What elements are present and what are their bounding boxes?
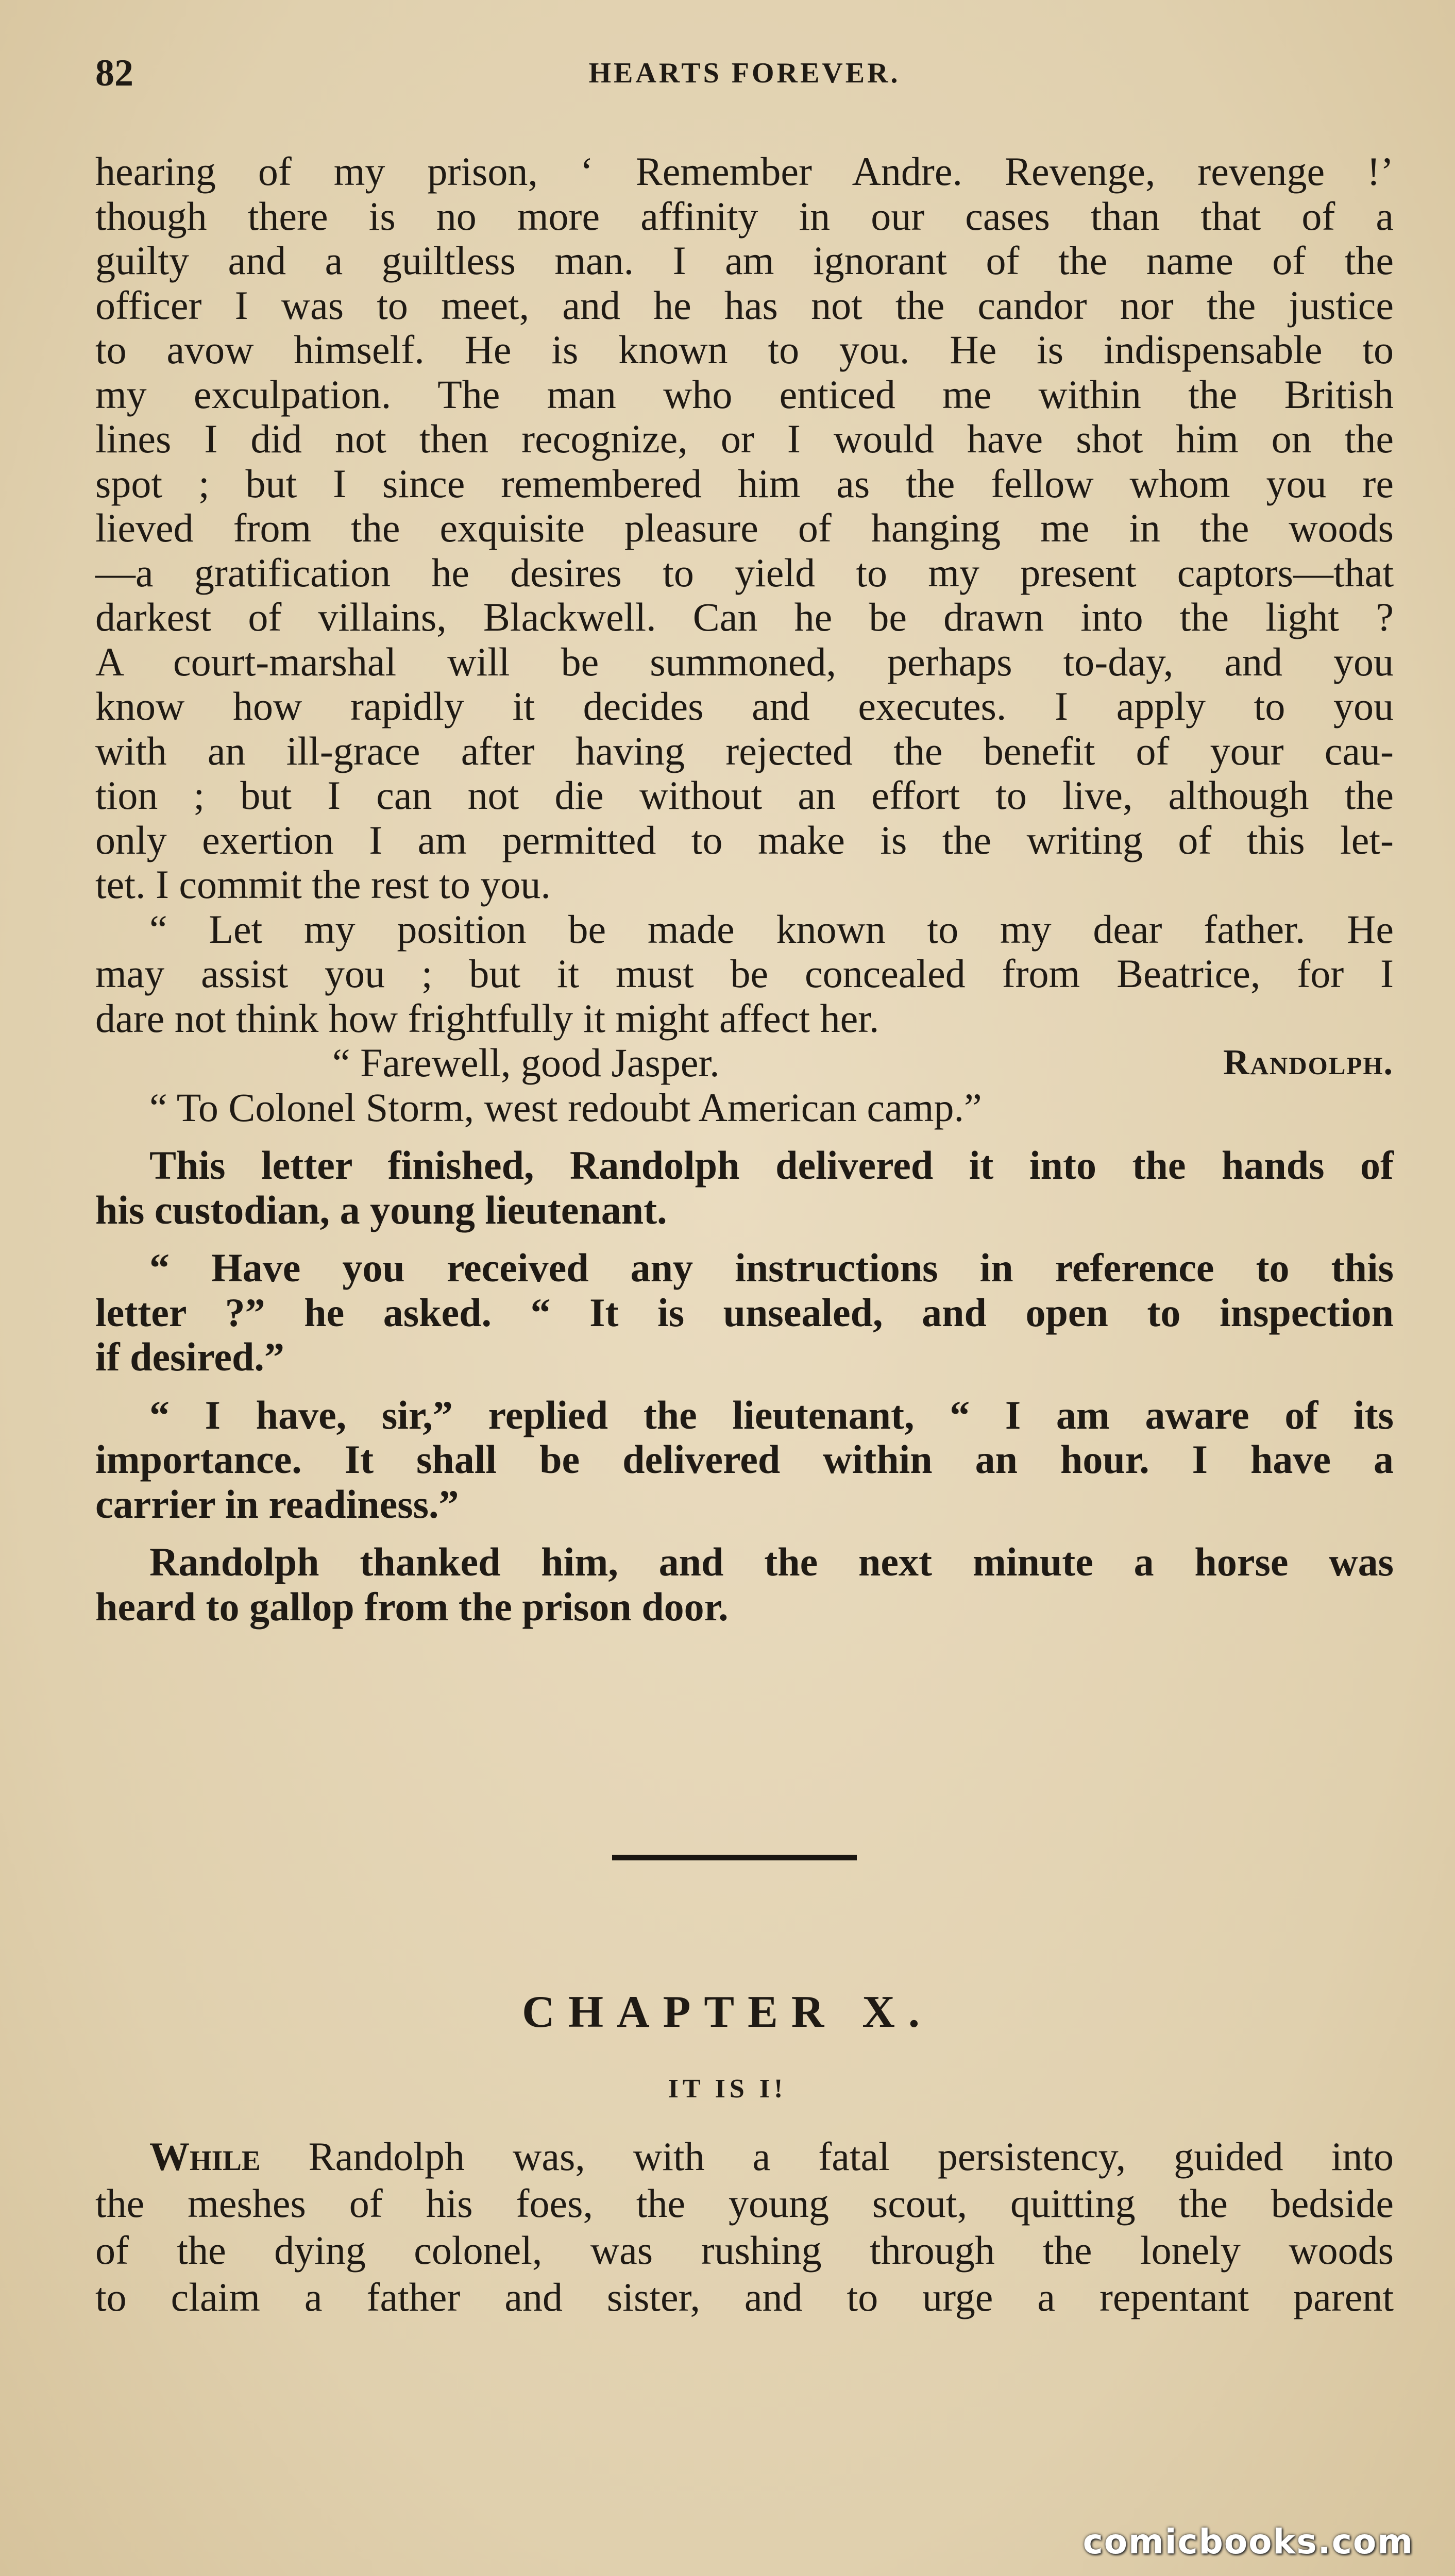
running-head: HEARTS FOREVER. (588, 57, 901, 89)
letter-line: A court-marshal will be summoned, perhaps to-day, and you (95, 639, 1394, 684)
letter-line: though there is no more affinity in our cases than that of a (95, 193, 1394, 239)
letter-line: my exculpation. The man who enticed me within the British (95, 371, 1394, 417)
letter-line: “ Let my position be made known to my dear father. He (149, 906, 1394, 952)
paragraph-reply (95, 1393, 1394, 1527)
paragraph-question (95, 1246, 1394, 1380)
chapter-line: the meshes of his foes, the young scout, quitting the bedside (95, 2181, 1394, 2226)
letter-line: lieved from the exquisite pleasure of hanging me in the woods (95, 505, 1394, 550)
text-line: letter ?” he asked. “ It is unsealed, and open to inspection (95, 1290, 1394, 1335)
text-line: This letter finished, Randolph delivered it into the hands of (149, 1143, 1394, 1188)
signature-line (95, 1041, 1394, 1086)
paragraph-gap (95, 1130, 1394, 1143)
paragraph-gap (95, 1232, 1394, 1246)
chapter-line: Randolph was, with a fatal persistency, guided into (260, 2134, 1394, 2179)
letter-line: only exertion I am permitted to make is the writing of this let- (95, 817, 1394, 862)
chapter-line: of the dying colonel, was rushing through the lonely woods (95, 2228, 1394, 2273)
paragraph-thanked (95, 1540, 1394, 1629)
letter-line: dare not think how frightfully it might affect her. (95, 995, 879, 1041)
section-divider (612, 1855, 857, 1860)
signature-closing: “ Farewell, good Jasper. (332, 1040, 720, 1085)
text-line: importance. It shall be delivered within an hour. I have a (95, 1437, 1394, 1482)
letter-line: tet. I commit the rest to you. (95, 862, 551, 907)
body-text (95, 149, 1394, 1629)
letter-line: guilty and a guiltless man. I am ignorant of the name of the (95, 238, 1394, 283)
watermark: comicbooks.com (1082, 2522, 1414, 2562)
paragraph-gap (95, 1380, 1394, 1393)
text-line: heard to gallop from the prison door. (95, 1584, 729, 1629)
paragraph-gap (95, 1527, 1394, 1540)
text-line: “ I have, sir,” replied the lieutenant, “ I am aware of its (149, 1392, 1394, 1437)
chapter-first-line (95, 2133, 1394, 2180)
page-number: 82 (95, 52, 133, 94)
letter-line: —a gratification he desires to yield to my present captors—that (95, 550, 1394, 595)
letter-line: may assist you ; but it must be concealed from Beatrice, for I (95, 951, 1394, 996)
letter-line: with an ill-grace after having rejected the benefit of your cau- (95, 728, 1394, 773)
opening-word: While (149, 2134, 261, 2179)
page-header (95, 52, 1394, 103)
text-line: carrier in readiness.” (95, 1481, 459, 1527)
letter-line: know how rapidly it decides and executes. I apply to you (95, 684, 1394, 728)
text-line: if desired.” (95, 1334, 284, 1379)
paragraph-delivered (95, 1143, 1394, 1232)
chapter-title: CHAPTER X. (522, 1987, 933, 2037)
text-line: Randolph thanked him, and the next minute a horse was (149, 1539, 1394, 1584)
letter-line: officer I was to meet, and he has not the candor nor the justice (95, 282, 1394, 328)
letter-line: lines I did not then recognize, or I would have shot him on the (95, 416, 1394, 461)
chapter-subtitle: IT IS I! (668, 2074, 787, 2104)
letter-line: spot ; but I since remembered him as the fellow whom you re (95, 461, 1394, 506)
letter-line: to avow himself. He is known to you. He is indispensable to (95, 327, 1394, 372)
letter-address: “ To Colonel Storm, west redoubt American camp.” (149, 1084, 982, 1130)
text-line: his custodian, a young lieutenant. (95, 1187, 667, 1232)
chapter-line: to claim a father and sister, and to urge a repentant parent (95, 2275, 1394, 2319)
letter-line: hearing of my prison, ‘ Remember Andre. Revenge, revenge !’ (95, 149, 1394, 194)
signature-name: Randolph. (1223, 1043, 1394, 1082)
text-line: “ Have you received any instructions in reference to this (149, 1245, 1394, 1290)
chapter-text (95, 2133, 1394, 2320)
letter-line: tion ; but I can not die without an effort to live, although the (95, 773, 1394, 818)
letter-line: darkest of villains, Blackwell. Can he be drawn into the light ? (95, 595, 1394, 639)
